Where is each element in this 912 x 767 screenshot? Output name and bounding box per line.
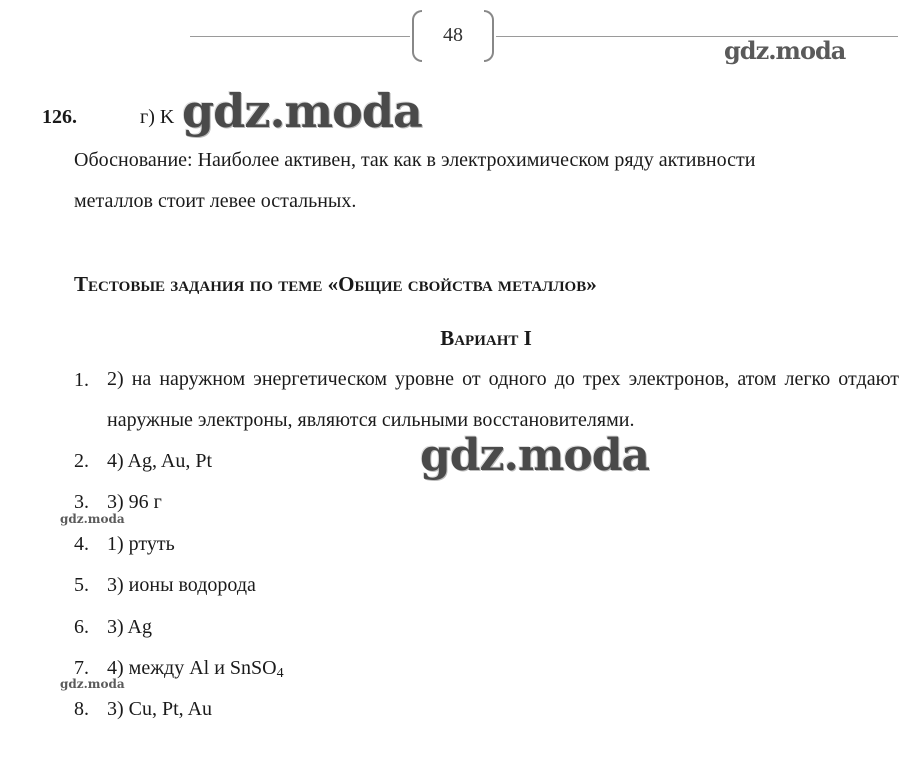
variant-title: Вариант I [440,326,532,350]
watermark-logo-top: gdz.moda [724,36,846,65]
section-title: Тестовые задания по теме «Общие свойства металлов» [74,272,597,296]
item-text: 1) ртуть [107,533,175,555]
item-text: 2) на наружном энергетическом уровне от одного до трех электронов, атом легко отдают наружные электроны, являются сильными восстановителями. [107,368,899,431]
item-text: 3) 96 г [107,491,162,513]
item-number: 8. [74,698,89,720]
item-text [107,657,284,682]
watermark-large-1: gdz.moda [182,84,422,138]
item-number: 5. [74,574,89,596]
watermark-small-1: gdz.moda [60,512,125,526]
item-number: 7. [74,657,89,679]
watermark-small-2: gdz.moda [60,677,125,691]
item-number: 1. [74,369,89,391]
task-number: 126. [42,106,77,128]
header-rule-left [190,36,410,37]
justification-line-2: металлов стоит левее остальных. [74,190,357,212]
page-number-frame [410,8,496,64]
watermark-large-2: gdz.moda [420,430,650,481]
item-text: 3) ионы водорода [107,574,256,596]
item-text-main: 4) между Al и SnSO [107,657,277,679]
item-number: 2. [74,450,89,472]
item-text: 3) Cu, Pt, Au [107,698,213,720]
item-text: 4) Ag, Au, Pt [107,450,213,472]
item-text: 3) Ag [107,616,152,638]
justification-line-1: Обоснование: Наиболее активен, так как в электрохимическом ряду активности [74,149,756,171]
item-number: 4. [74,533,89,555]
page-number: 48 [443,24,463,46]
item-number: 6. [74,616,89,638]
item-number: 3. [74,491,89,513]
item-subscript: 4 [276,666,284,681]
task-answer: г) K [140,106,175,128]
